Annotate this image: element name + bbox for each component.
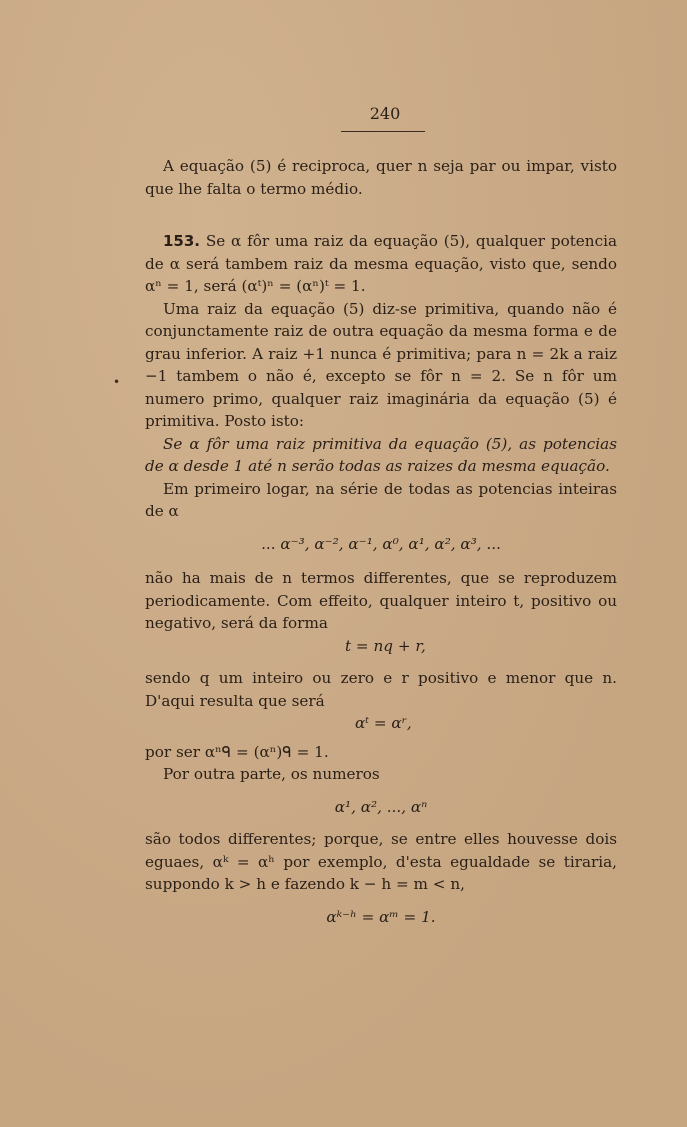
paragraph-153-text: Se α fôr uma raiz da equação (5), qualquer potencia de α será tambem raiz da mesma equação, visto que, sendo αⁿ = 1, será (αᵗ)ⁿ = (αⁿ)ᵗ = 1. [145,232,617,295]
page-number-rule [341,131,425,132]
formula-t-form: t = nq + r, [345,636,426,655]
paragraph-periodic: não ha mais de n termos differentes, que se reproduzem periodicamente. Com effeito, qualquer inteiro t, positivo ou negativo, será da forma [145,569,617,632]
margin-mark: • [113,375,121,389]
theorem-statement [145,433,617,478]
section-number: 153. [163,232,201,250]
formula-final: αᵏ⁻ʰ = αᵐ = 1. [326,907,436,926]
paragraph-because: por ser αⁿᑫ = (αⁿ)ᑫ = 1. [145,742,329,761]
paragraph-reciprocal: A equação (5) é reciproca, quer n seja par ou impar, visto que lhe falta o termo médio. [145,157,617,198]
text-body [145,155,617,938]
formula-powers-list: α¹, α², ..., αⁿ [334,797,428,816]
paragraph-primitive-definition: Uma raiz da equação (5) diz-se primitiva, quando não é conjunctamente raiz de outra equação da mesma forma e de grau inferior. A raiz +1 nunca é primitiva; para n = 2k a raiz −1 tambem o não é, excepto se fôr n = 2. Se n fôr um numero primo, qualquer raiz imaginária da equação (5) é primitiva. Posto isto: [145,299,617,430]
theorem-text: Se α fôr uma raiz primitiva da equação (5), as potencias de α desde 1 até n serão todas as raizes da mesma equação. [145,434,617,475]
paragraph-153 [145,230,617,298]
paragraph-other-part: Por outra parte, os numeros [163,765,380,783]
paragraph-remainder: sendo q um inteiro ou zero e r positivo e menor que n. D'aqui resulta que será [145,669,617,710]
formula-power-series: ... α⁻³, α⁻², α⁻¹, α⁰, α¹, α², α³, ... [261,534,501,553]
paragraph-series-intro: Em primeiro logar, na série de todas as potencias inteiras de α [145,479,617,520]
formula-alpha-t: αᵗ = αʳ, [355,714,412,732]
paragraph-all-different: são todos differentes; porque, se entre elles houvesse dois eguaes, αᵏ = αʰ por exemplo, d'esta egualdade se tiraria, suppondo k > h e fazendo k − h = m < n, [145,830,617,893]
page-number: 240 [369,104,401,123]
